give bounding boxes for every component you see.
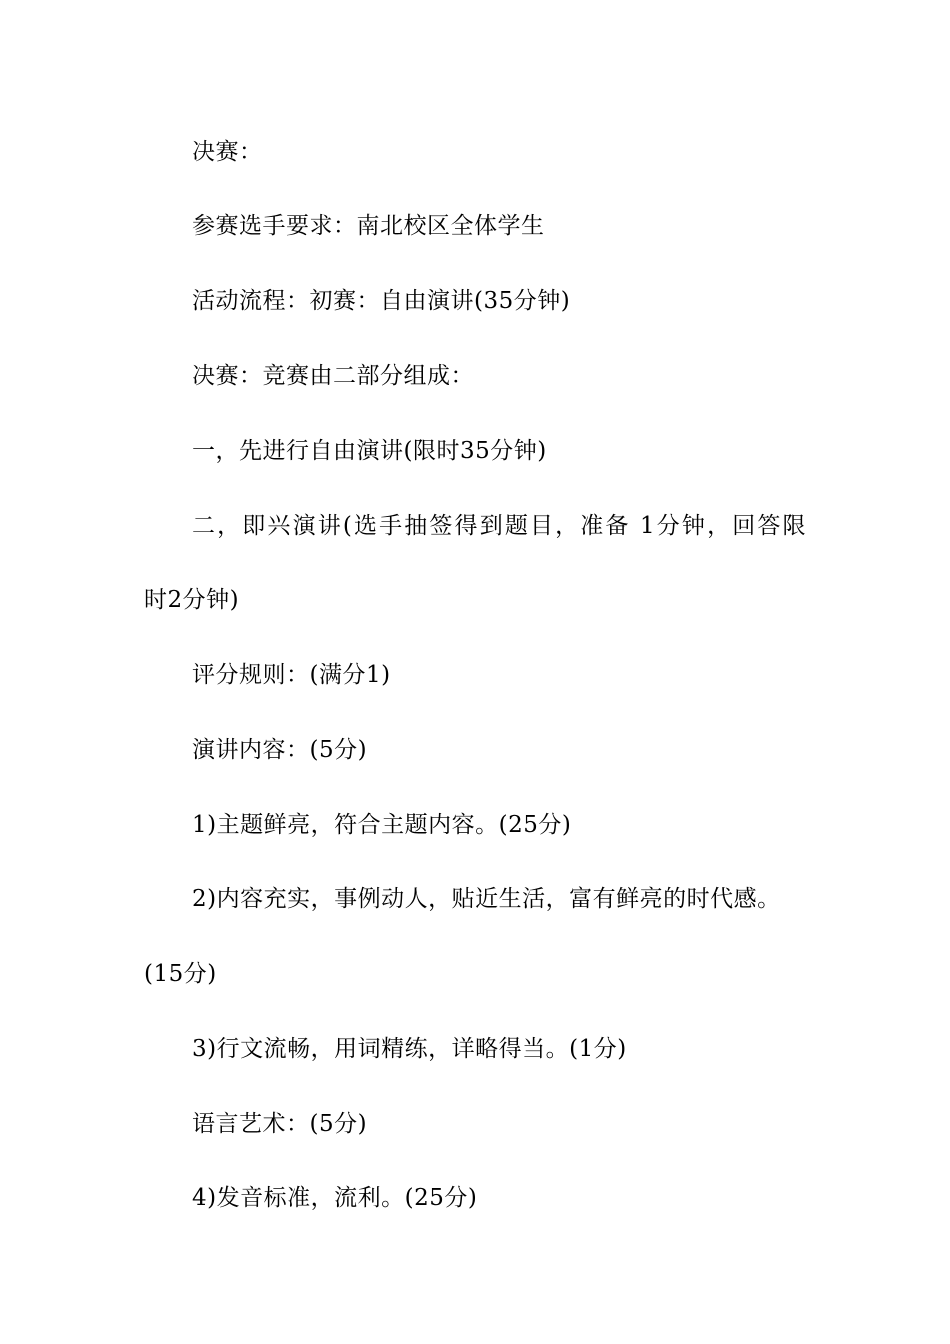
paragraph-criterion-2: 2)内容充实，事例动人，贴近生活，富有鲜亮的时代感。	[192, 886, 781, 912]
paragraph-part-two: 二，即兴演讲(选手抽签得到题目，准备 1分钟，回答限	[192, 513, 806, 539]
paragraph-criterion-3: 3)行文流畅，用词精练，详略得当。(1分)	[192, 1036, 627, 1062]
paragraph-part-one: 一，先进行自由演讲(限时35分钟)	[192, 438, 547, 464]
paragraph-part-two-continued: 时2分钟)	[144, 587, 240, 613]
paragraph-participant-requirements: 参赛选手要求：南北校区全体学生	[192, 213, 545, 239]
paragraph-language-art: 语言艺术：(5分)	[192, 1111, 368, 1137]
paragraph-criterion-1: 1)主题鲜亮，符合主题内容。(25分)	[192, 812, 572, 838]
paragraph-activity-process: 活动流程：初赛：自由演讲(35分钟)	[192, 288, 571, 314]
paragraph-final-round-heading: 决赛：	[192, 139, 263, 165]
paragraph-final-round-parts: 决赛：竞赛由二部分组成：	[192, 363, 474, 389]
paragraph-criterion-4: 4)发音标准，流利。(25分)	[192, 1185, 478, 1211]
paragraph-speech-content: 演讲内容：(5分)	[192, 737, 368, 763]
paragraph-scoring-rules: 评分规则：(满分1)	[192, 662, 391, 688]
paragraph-criterion-2-continued: (15分)	[144, 961, 217, 987]
